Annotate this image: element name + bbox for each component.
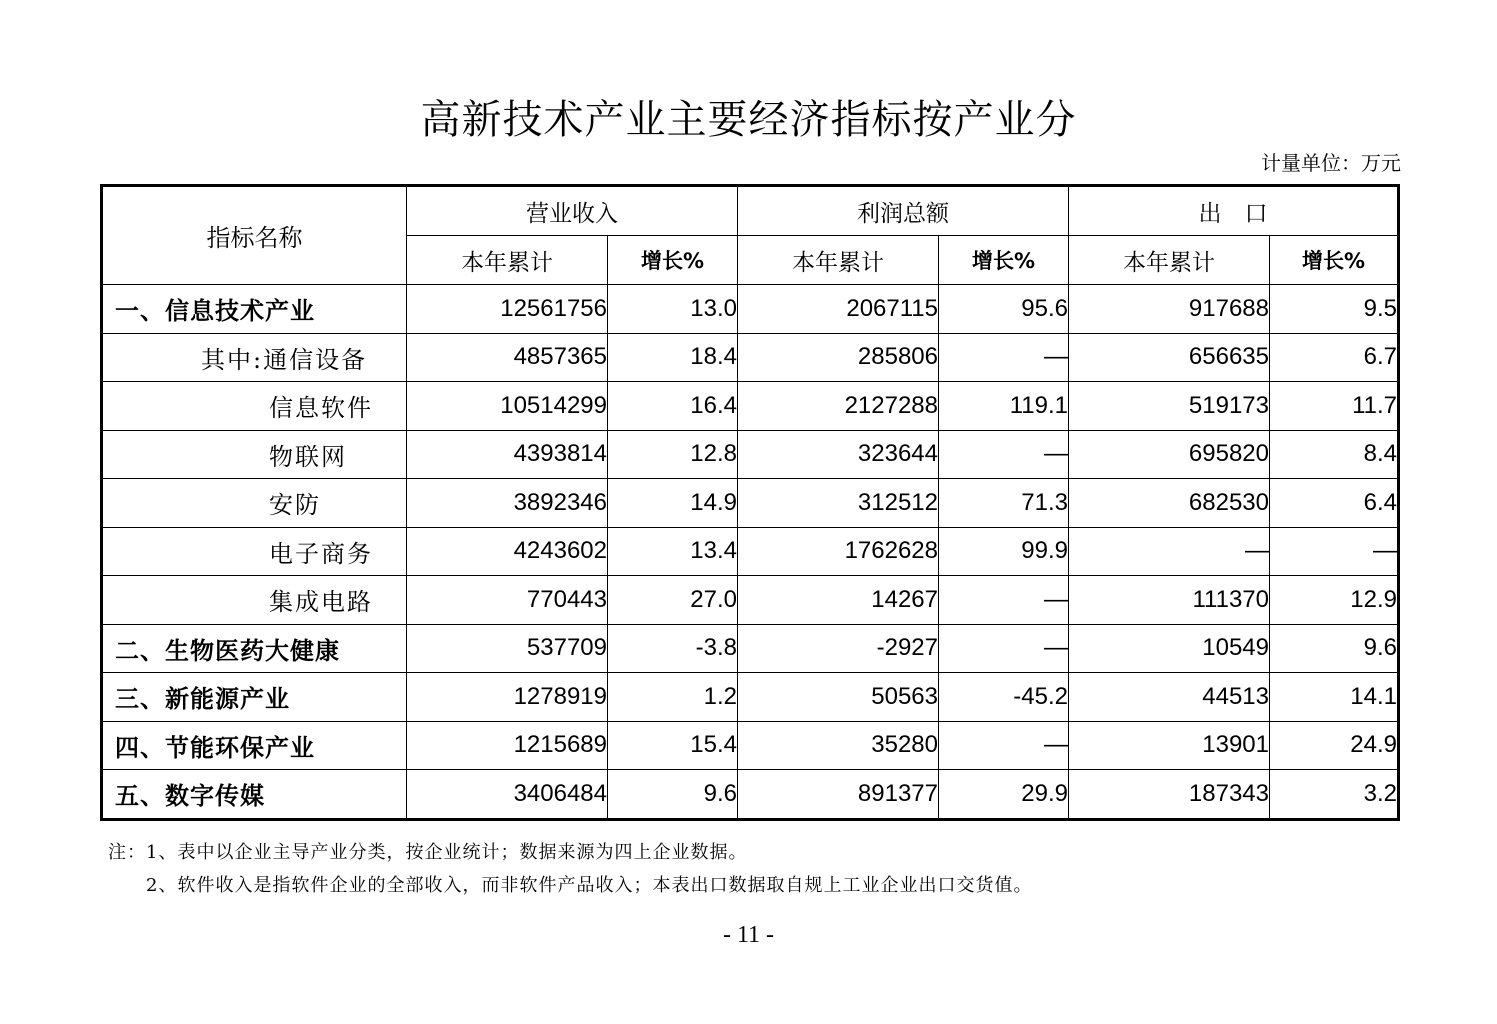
revenue-ytd-cell: 3406484 <box>407 770 608 820</box>
export-growth-cell: 11.7 <box>1270 382 1399 431</box>
row-label: 三、新能源产业 <box>102 673 407 722</box>
header-profit: 利润总额 <box>738 186 1069 236</box>
header-revenue: 营业收入 <box>407 186 738 236</box>
table-row <box>102 527 1399 576</box>
export-growth-cell: 24.9 <box>1270 721 1399 770</box>
profit-ytd-cell: -2927 <box>738 624 939 673</box>
header-export: 出 口 <box>1069 186 1399 236</box>
unit-label: 计量单位：万元 <box>1261 151 1401 175</box>
revenue-ytd-cell: 4857365 <box>407 333 608 382</box>
profit-growth-cell: — <box>939 430 1069 479</box>
export-ytd-cell: 111370 <box>1069 576 1270 625</box>
revenue-growth-cell: 16.4 <box>608 382 738 431</box>
revenue-ytd-cell: 537709 <box>407 624 608 673</box>
table-row <box>102 430 1399 479</box>
header-indicator-name: 指标名称 <box>102 186 407 285</box>
export-ytd-cell: 13901 <box>1069 721 1270 770</box>
row-label: 电子商务 <box>102 527 407 576</box>
header-profit-growth: 增长% <box>939 236 1069 285</box>
export-growth-cell: 12.9 <box>1270 576 1399 625</box>
profit-ytd-cell: 14267 <box>738 576 939 625</box>
table-row <box>102 285 1399 334</box>
profit-ytd-cell: 891377 <box>738 770 939 820</box>
header-export-growth: 增长% <box>1270 236 1399 285</box>
revenue-growth-cell: -3.8 <box>608 624 738 673</box>
table-row <box>102 479 1399 528</box>
revenue-growth-cell: 13.4 <box>608 527 738 576</box>
export-growth-cell: 9.5 <box>1270 285 1399 334</box>
row-label: 信息软件 <box>102 382 407 431</box>
profit-growth-cell: 95.6 <box>939 285 1069 334</box>
profit-growth-cell: 71.3 <box>939 479 1069 528</box>
revenue-ytd-cell: 4243602 <box>407 527 608 576</box>
footnote-1: 注：1、表中以企业主导产业分类，按企业统计；数据来源为四上企业数据。 <box>108 842 748 863</box>
table-row <box>102 770 1399 820</box>
export-growth-cell: 9.6 <box>1270 624 1399 673</box>
export-growth-cell: 6.4 <box>1270 479 1399 528</box>
profit-growth-cell: — <box>939 624 1069 673</box>
profit-ytd-cell: 312512 <box>738 479 939 528</box>
profit-ytd-cell: 285806 <box>738 333 939 382</box>
revenue-growth-cell: 14.9 <box>608 479 738 528</box>
export-growth-cell: 6.7 <box>1270 333 1399 382</box>
export-growth-cell: — <box>1270 527 1399 576</box>
revenue-ytd-cell: 3892346 <box>407 479 608 528</box>
table-row <box>102 333 1399 382</box>
row-label: 集成电路 <box>102 576 407 625</box>
profit-growth-cell: 99.9 <box>939 527 1069 576</box>
page-number: - 11 - <box>722 922 775 948</box>
profit-ytd-cell: 35280 <box>738 721 939 770</box>
profit-growth-cell: 119.1 <box>939 382 1069 431</box>
export-growth-cell: 8.4 <box>1270 430 1399 479</box>
profit-ytd-cell: 1762628 <box>738 527 939 576</box>
data-table <box>100 184 1400 821</box>
row-label: 物联网 <box>102 430 407 479</box>
row-label: 一、信息技术产业 <box>102 285 407 334</box>
revenue-ytd-cell: 10514299 <box>407 382 608 431</box>
export-ytd-cell: 10549 <box>1069 624 1270 673</box>
revenue-growth-cell: 13.0 <box>608 285 738 334</box>
table-row <box>102 721 1399 770</box>
revenue-growth-cell: 15.4 <box>608 721 738 770</box>
export-ytd-cell: 519173 <box>1069 382 1270 431</box>
export-ytd-cell: 187343 <box>1069 770 1270 820</box>
revenue-growth-cell: 18.4 <box>608 333 738 382</box>
profit-ytd-cell: 2127288 <box>738 382 939 431</box>
row-label: 其中:通信设备 <box>102 333 407 382</box>
row-label: 四、节能环保产业 <box>102 721 407 770</box>
profit-ytd-cell: 2067115 <box>738 285 939 334</box>
export-ytd-cell: 44513 <box>1069 673 1270 722</box>
revenue-ytd-cell: 1278919 <box>407 673 608 722</box>
revenue-growth-cell: 9.6 <box>608 770 738 820</box>
table-row <box>102 576 1399 625</box>
profit-growth-cell: — <box>939 333 1069 382</box>
export-ytd-cell: 656635 <box>1069 333 1270 382</box>
profit-ytd-cell: 323644 <box>738 430 939 479</box>
export-ytd-cell: 695820 <box>1069 430 1270 479</box>
table-body <box>102 285 1399 820</box>
export-ytd-cell: 917688 <box>1069 285 1270 334</box>
row-label: 二、生物医药大健康 <box>102 624 407 673</box>
header-export-ytd: 本年累计 <box>1069 236 1270 285</box>
revenue-ytd-cell: 12561756 <box>407 285 608 334</box>
revenue-ytd-cell: 4393814 <box>407 430 608 479</box>
row-label: 五、数字传媒 <box>102 770 407 820</box>
profit-growth-cell: — <box>939 576 1069 625</box>
header-revenue-ytd: 本年累计 <box>407 236 608 285</box>
export-growth-cell: 14.1 <box>1270 673 1399 722</box>
page-title: 高新技术产业主要经济指标按产业分 <box>420 97 1077 143</box>
table-row <box>102 624 1399 673</box>
profit-growth-cell: 29.9 <box>939 770 1069 820</box>
export-ytd-cell: — <box>1069 527 1270 576</box>
footnote-2: 2、软件收入是指软件企业的全部收入，而非软件产品收入；本表出口数据取自规上工业企业出口交货值。 <box>146 875 1033 896</box>
table-row <box>102 673 1399 722</box>
revenue-growth-cell: 12.8 <box>608 430 738 479</box>
export-ytd-cell: 682530 <box>1069 479 1270 528</box>
profit-growth-cell: — <box>939 721 1069 770</box>
header-revenue-growth: 增长% <box>608 236 738 285</box>
profit-ytd-cell: 50563 <box>738 673 939 722</box>
footnotes <box>108 836 1032 902</box>
revenue-growth-cell: 1.2 <box>608 673 738 722</box>
revenue-ytd-cell: 770443 <box>407 576 608 625</box>
revenue-ytd-cell: 1215689 <box>407 721 608 770</box>
table-row <box>102 382 1399 431</box>
export-growth-cell: 3.2 <box>1270 770 1399 820</box>
profit-growth-cell: -45.2 <box>939 673 1069 722</box>
header-profit-ytd: 本年累计 <box>738 236 939 285</box>
revenue-growth-cell: 27.0 <box>608 576 738 625</box>
row-label: 安防 <box>102 479 407 528</box>
